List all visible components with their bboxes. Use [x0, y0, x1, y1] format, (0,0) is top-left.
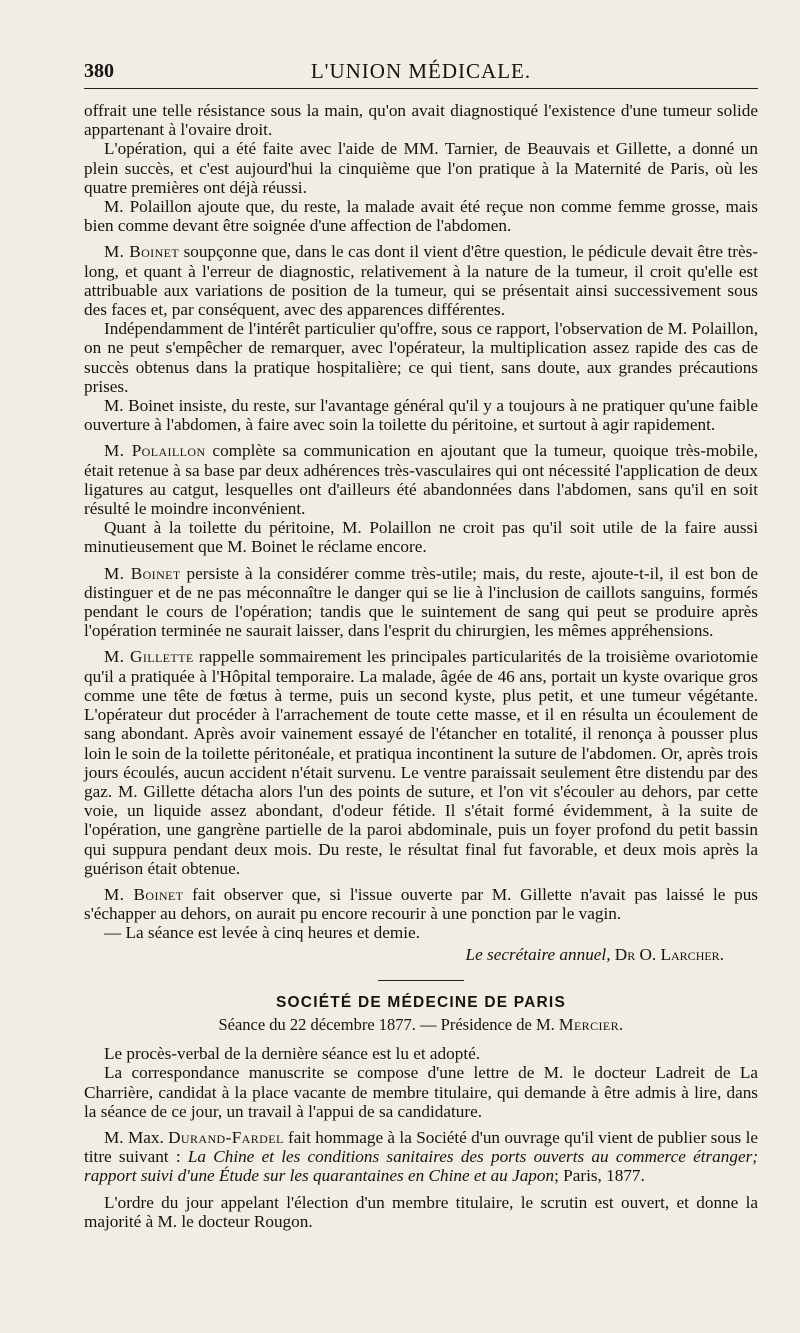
president-name: Mercier.	[558, 1014, 624, 1034]
paragraph	[84, 647, 758, 877]
paragraph: L'ordre du jour appelant l'élection d'un membre titulaire, le scrutin est ouvert, et donne la majorité à M. le docteur Rougon.	[84, 1192, 758, 1231]
speaker-name: M. Gillette	[104, 647, 194, 667]
paragraph-text: fait hommage à la Société d'un ouvrage qu'il vient de publier sous le titre suivant :	[84, 1127, 758, 1167]
paragraph: offrait une telle résistance sous la main, qu'on avait diagnostiqué l'existence d'une tumeur solide appartenant à l'ovaire droit.	[84, 101, 758, 140]
speaker-name: M. Boinet	[104, 563, 181, 583]
paragraph-text: fait observer que, si l'issue ouverte par M. Gillette n'avait pas laissé le pus s'échapper au dehors, on aurait pu encore recourir à une ponction par le vagin.	[84, 884, 758, 924]
section-divider	[378, 980, 464, 981]
paragraph: Le procès-verbal de la dernière séance est lu et adopté.	[104, 1044, 481, 1064]
header-rule	[84, 88, 758, 89]
journal-title: L'UNION MÉDICALE.	[310, 59, 532, 83]
session-info: Séance du 22 décembre 1877. — Présidence de M.	[218, 1014, 559, 1034]
name-prefix: M. Max.	[104, 1127, 169, 1147]
paragraph	[84, 441, 758, 518]
paragraph-text: rappelle sommairement les principales particularités de la troisième ovariotomie qu'il a pratiquée à l'Hôpital temporaire. La malade, âgée de 46 ans, portait un kyste ovarique gros comme une tête de fœtus à terme, puis un second kyste, plus petit, et une tumeur végétante. L'opérateur dut procéder à l'arrachement de toute cette masse, et il en résulta un écoulement de sang abondant. Après avoir vainement essayé de l'étancher en totalité, il renonça à pousser plus loin le soin de la toilette péritonéale, et pratiqua incontinent la suture de l'abdomen. Or, après trois jours écoulés, aucun accident n'était survenu. Le ventre paraissait seulement être distendu par des gaz. M. Gillette détacha alors l'un des points de suture, et l'on vit s'écouler au dehors, par cette voie, un liquide assez abondant, d'odeur fétide. Il s'était formé évidemment, à la suite de l'opération, une gangrène partielle de la paroi abdominale, puis un foyer profond du petit bassin qui suppura pendant deux mois. Du reste, le résultat final fut favorable, et deux mois après la guérison était obtenue.	[84, 647, 758, 878]
author-name: Durand-Fardel	[168, 1127, 284, 1147]
section-title: SOCIÉTÉ DE MÉDECINE DE PARIS	[276, 993, 566, 1011]
speaker-name: M. Boinet	[104, 242, 180, 262]
speaker-name: M. Polaillon	[104, 441, 206, 461]
paragraph	[84, 242, 758, 319]
paragraph: L'opération, qui a été faite avec l'aide de MM. Tarnier, de Beauvais et Gillette, a donné un plein succès, et c'est aujourd'hui la cinquième que l'on pratique à la Maternité de Paris, où les quatre premières ont déjà réussi.	[84, 139, 758, 197]
paragraph: M. Polaillon ajoute que, du reste, la malade avait été reçue non comme femme grosse, mais bien comme devant être soignée d'une affection de l'abdomen.	[84, 197, 758, 236]
paragraph	[84, 564, 758, 641]
signature	[84, 945, 758, 964]
paragraph	[84, 1128, 758, 1186]
paragraph: Quant à la toilette du péritoine, M. Polaillon ne croit pas qu'il soit utile de la faire aussi minutieusement que M. Boinet le réclame encore.	[84, 518, 758, 557]
signature-name: Dr O. Larcher.	[614, 944, 724, 964]
running-head	[84, 58, 758, 86]
speaker-name: M. Boinet	[104, 884, 184, 904]
paragraph: — La séance est levée à cinq heures et demie.	[104, 923, 420, 943]
section-subtitle	[84, 1015, 758, 1034]
paragraph-text: persiste à la considérer comme très-utile; mais, du reste, ajoute-t-il, il est bon de distinguer et de ne pas méconnaître le danger qui se lie à l'inclusion de caillots sanguins, formés pendant le cours de l'opération; tandis que le suintement de sang qui peut se produire après l'opération terminée ne saurait laisser, dans l'esprit du chirurgien, les mêmes appréhensions.	[84, 563, 758, 641]
paragraph-text: ; Paris, 1877.	[554, 1166, 645, 1186]
signature-role: Le secrétaire annuel,	[465, 944, 611, 964]
paragraph-text: soupçonne que, dans le cas dont il vient d'être question, le pédicule devait être très-long, et quant à l'erreur de diagnostic, relativement à la nature de la tumeur, il croit qu'elle est attribuable aux variations de position de la tumeur, qui se présentait ainsi successivement sous des faces et, par conséquent, avec des apparences différentes.	[84, 242, 758, 320]
paragraph: M. Boinet insiste, du reste, sur l'avantage général qu'il y a toujours à ne pratiquer qu'une faible ouverture à l'abdomen, à faire avec soin la toilette du péritoine, et surtout à agir rapidement.	[84, 396, 758, 435]
page-number: 380	[84, 60, 114, 82]
paragraph: La correspondance manuscrite se compose d'une lettre de M. le docteur Ladreit de La Charrière, candidat à la place vacante de membre titulaire, qui demande à être admis à lire, dans la séance de ce jour, un travail à l'appui de sa candidature.	[84, 1063, 758, 1121]
article-body	[84, 101, 758, 1231]
paragraph: Indépendamment de l'intérêt particulier qu'offre, sous ce rapport, l'observation de M. Polaillon, on ne peut s'empêcher de remarquer, avec l'opérateur, la multiplication assez rapide des cas de succès obtenus dans la pratique hospitalière; ce qui tient, sans doute, aux grandes précautions prises.	[84, 319, 758, 396]
paragraph	[84, 885, 758, 923]
book-title: La Chine et les conditions sanitaires des ports ouverts au commerce étranger; rapport suivi d'une Étude sur les quarantaines en Chine et au Japon	[84, 1147, 758, 1186]
paragraph-text: complète sa communication en ajoutant que la tumeur, quoique très-mobile, était retenue à sa base par deux adhérences très-vasculaires qui ont nécessité l'application de deux ligatures au catgut, lesquelles ont d'ailleurs été abandonnées dans l'abdomen, sans qu'il en soit résulté le moindre inconvénient.	[84, 441, 758, 519]
